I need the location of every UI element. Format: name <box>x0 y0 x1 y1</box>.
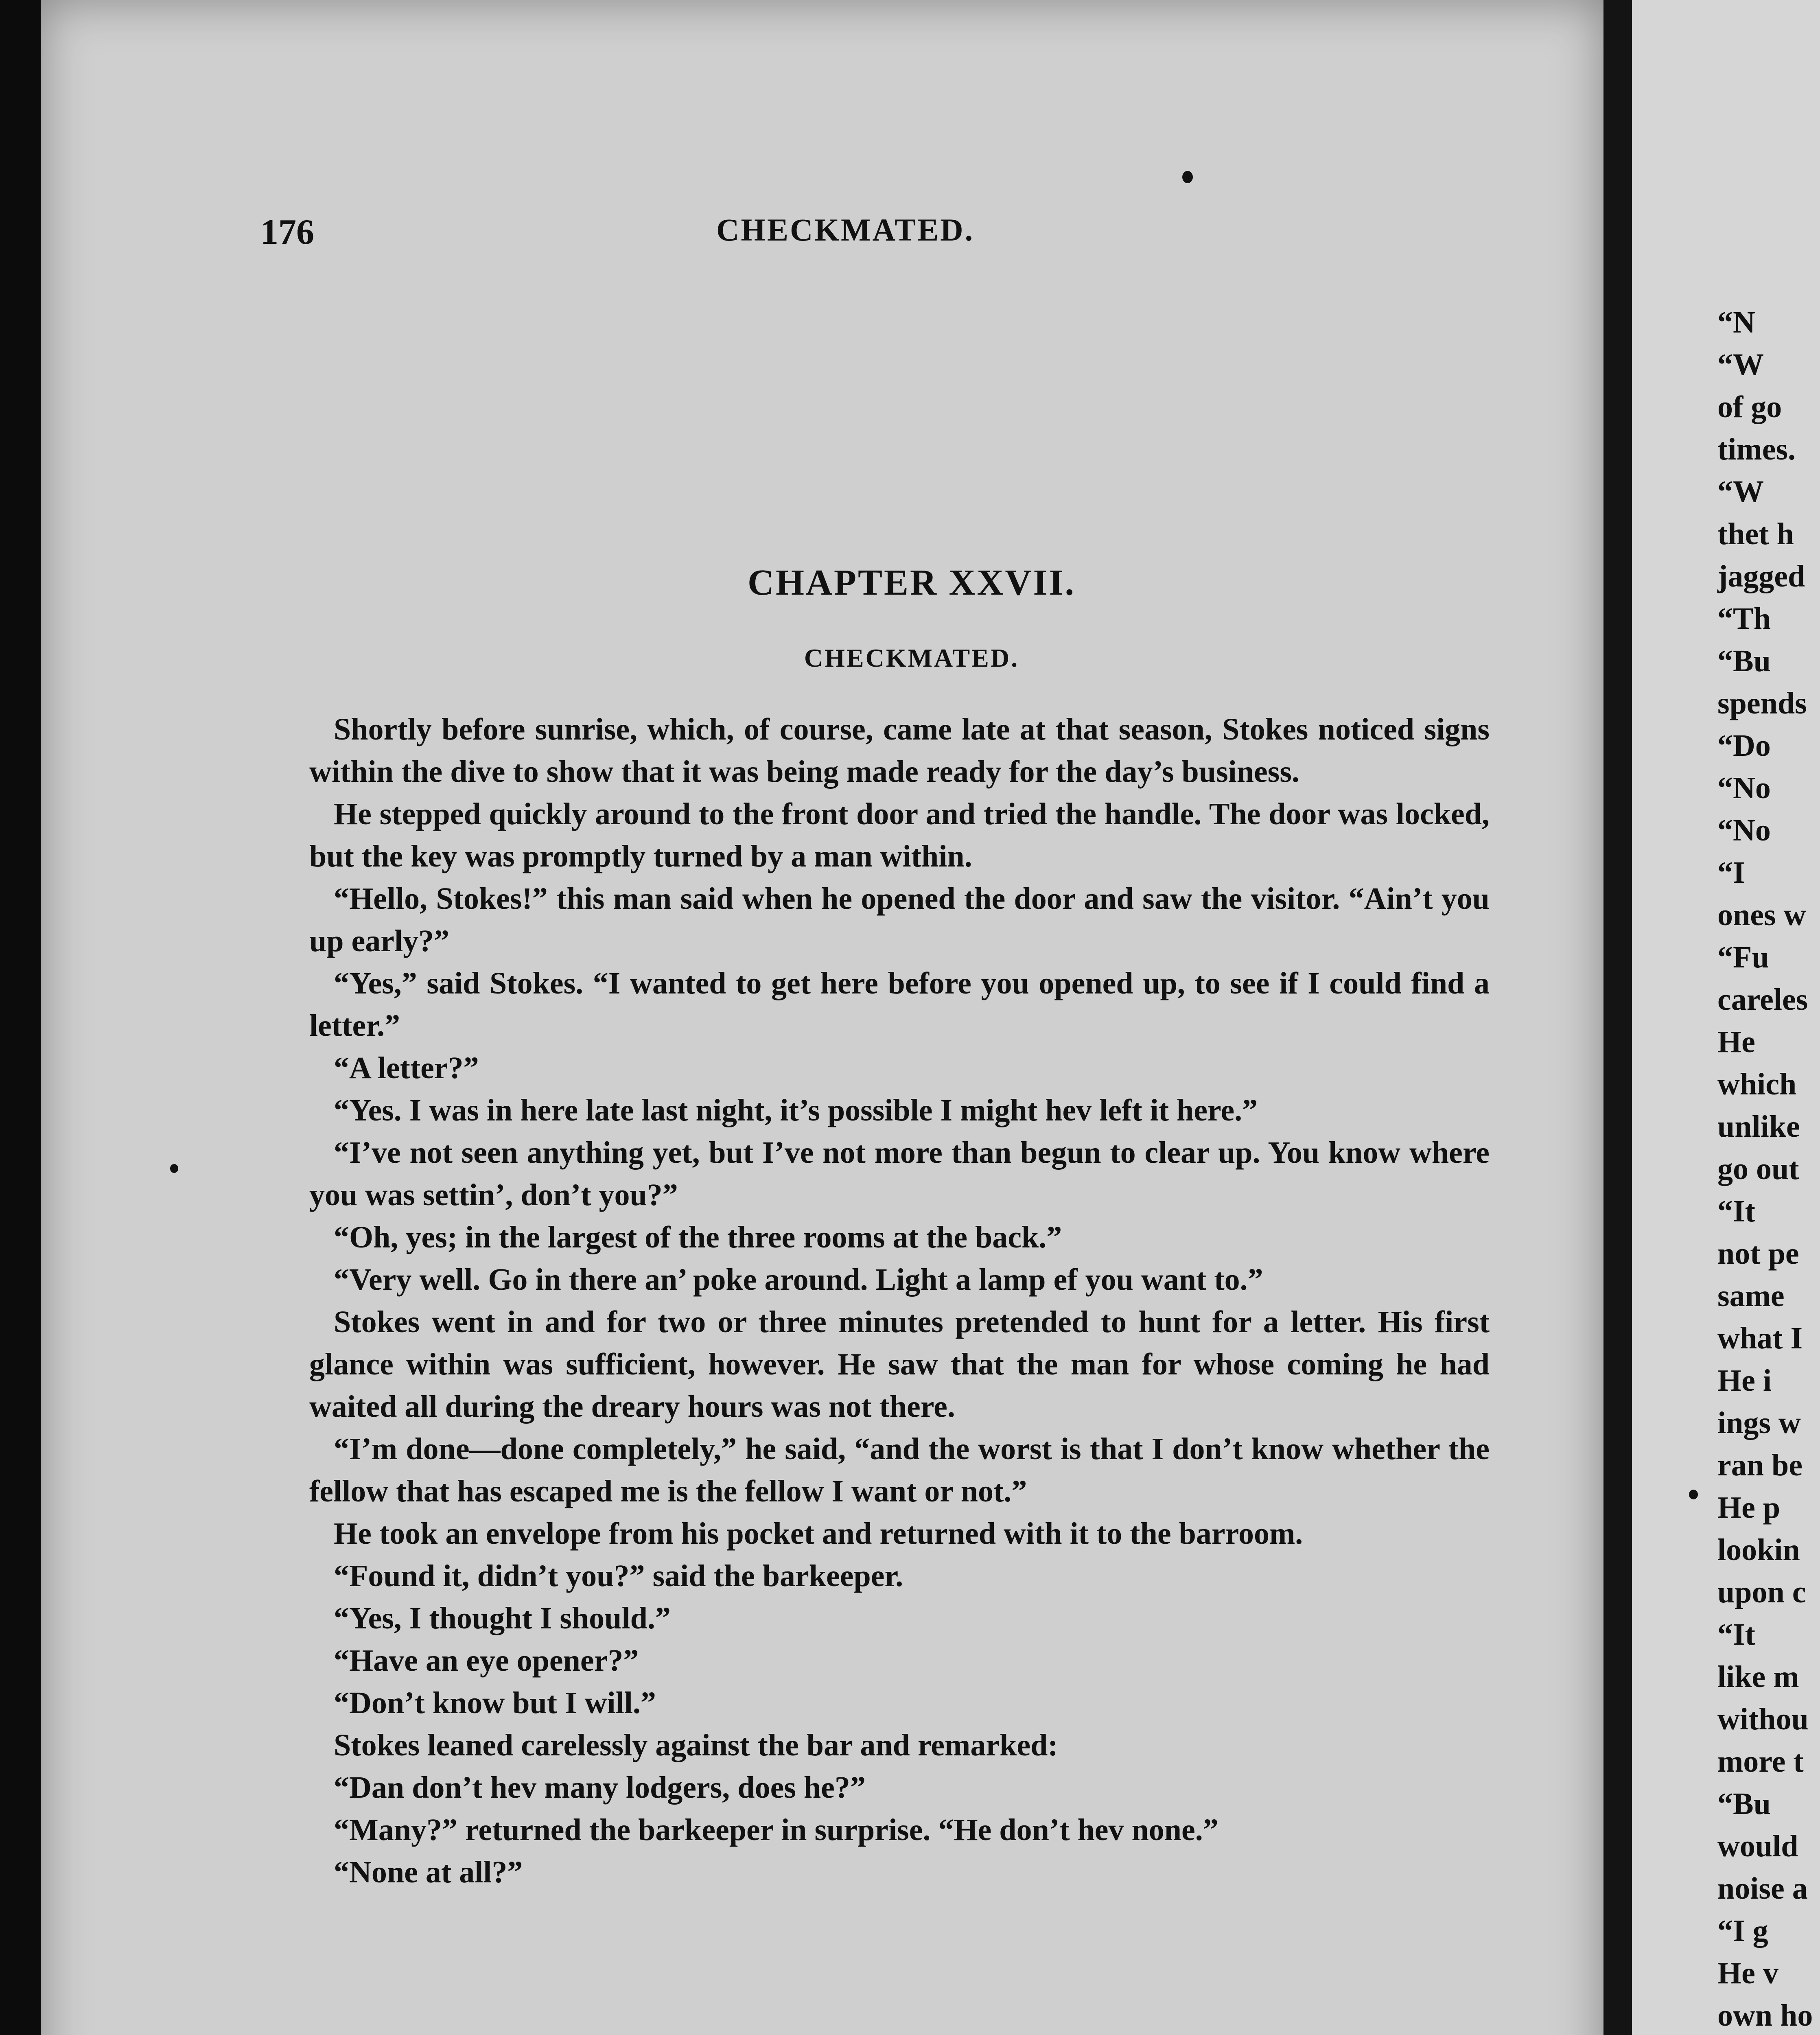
right-page-line: own ho <box>1717 1998 1813 2033</box>
right-page-line: same <box>1717 1279 1785 1313</box>
right-page-line: “No <box>1717 771 1771 805</box>
right-page-line: He p <box>1717 1490 1781 1525</box>
right-page-line: noise a <box>1717 1871 1808 1906</box>
scan-speck <box>170 1164 178 1173</box>
paragraph: “Hello, Stokes!” this man said when he opened the door and saw the visitor. “Ain’t you up early?” <box>309 882 1490 958</box>
right-page-line: ings w <box>1717 1406 1801 1440</box>
right-page-line: “I <box>1717 856 1745 890</box>
right-page-line: careles <box>1717 982 1808 1017</box>
right-page-line: “Th <box>1717 602 1771 636</box>
right-page-line: “No <box>1717 813 1771 847</box>
right-page-line: of go <box>1717 390 1782 424</box>
paragraph: “I’m done—done completely,” he said, “and the worst is that I don’t know whether the fellow that has escaped me is the fellow I want or not.” <box>309 1432 1490 1508</box>
right-page-line: “W <box>1717 348 1764 382</box>
right-page-line: go out <box>1717 1152 1799 1186</box>
right-page-line: spends <box>1717 686 1807 720</box>
right-page-line: thet h <box>1717 517 1794 551</box>
right-page-line: withou <box>1717 1702 1809 1736</box>
right-page-line: “It <box>1717 1194 1755 1228</box>
paragraph: “A letter?” <box>334 1051 479 1085</box>
right-page-line: like m <box>1717 1660 1799 1694</box>
chapter-body <box>309 708 1490 1893</box>
scan-speck <box>1689 1490 1698 1499</box>
right-page-line: what I <box>1717 1321 1803 1355</box>
paragraph: “Yes, I thought I should.” <box>334 1601 671 1635</box>
right-page-line: unlike <box>1717 1109 1800 1144</box>
right-page-line: “Do <box>1717 729 1771 763</box>
right-page <box>1632 0 1820 2035</box>
paragraph: Stokes leaned carelessly against the bar and remarked: <box>334 1728 1058 1762</box>
paragraph: Shortly before sunrise, which, of course, came late at that season, Stokes noticed signs within the dive to show that it was being made ready for the day’s business. <box>309 712 1490 789</box>
right-page-line: not pe <box>1717 1236 1799 1271</box>
running-title: CHECKMATED. <box>716 212 975 247</box>
right-page-line: ones w <box>1717 898 1806 932</box>
right-page-text <box>1717 301 1820 2035</box>
right-page-line: “I g <box>1717 1914 1768 1948</box>
chapter-subtitle: CHECKMATED. <box>804 643 1019 672</box>
paragraph: “Yes,” said Stokes. “I wanted to get here before you opened up, to see if I could find a letter.” <box>309 966 1490 1043</box>
paragraph: “Many?” returned the barkeeper in surprise. “He don’t hev none.” <box>334 1813 1218 1847</box>
page-header <box>260 212 1490 265</box>
right-page-line: “W <box>1717 475 1764 509</box>
right-page-line: which <box>1717 1067 1797 1101</box>
right-page-line: “Bu <box>1717 1787 1771 1821</box>
right-page-line: would <box>1717 1829 1798 1863</box>
right-page-line: times. <box>1717 432 1796 466</box>
right-page-line: “N <box>1717 305 1755 339</box>
right-page-line: ran be <box>1717 1448 1802 1482</box>
right-page-line: “Fu <box>1717 940 1769 974</box>
paragraph: “Oh, yes; in the largest of the three rooms at the back.” <box>334 1220 1062 1254</box>
right-page-line: “It <box>1717 1617 1755 1652</box>
right-page-line: upon c <box>1717 1575 1806 1609</box>
right-page-line: more t <box>1717 1744 1804 1779</box>
paragraph: “Have an eye opener?” <box>334 1643 639 1678</box>
right-page-line: He v <box>1717 1956 1778 1990</box>
right-page-line: lookin <box>1717 1533 1800 1567</box>
paragraph: “Very well. Go in there an’ poke around. Light a lamp ef you want to.” <box>334 1263 1263 1297</box>
page-number: 176 <box>260 212 314 252</box>
paragraph: He stepped quickly around to the front door and tried the handle. The door was locked, but the key was promptly turned by a man within. <box>309 797 1490 873</box>
paragraph: “Dan don’t hev many lodgers, does he?” <box>334 1770 866 1805</box>
scan-left-edge <box>0 0 41 2035</box>
paragraph: Stokes went in and for two or three minutes pretended to hunt for a letter. His first glance within was sufficient, however. He saw that the man for whose coming he had waited all during the dreary hours was not there. <box>309 1305 1490 1424</box>
right-page-line: He <box>1717 1025 1755 1059</box>
page-gutter <box>1603 0 1632 2035</box>
paragraph: “Don’t know but I will.” <box>334 1686 656 1720</box>
chapter-title: CHAPTER XXVII. <box>747 562 1076 603</box>
paragraph: “I’ve not seen anything yet, but I’ve not more than begun to clear up. You know where you was settin’, don’t you?” <box>309 1136 1490 1212</box>
paragraph: He took an envelope from his pocket and returned with it to the barroom. <box>334 1516 1303 1551</box>
scan-speck <box>1182 171 1193 183</box>
right-page-line: “Bu <box>1717 644 1771 678</box>
right-page-line: He i <box>1717 1363 1772 1398</box>
paragraph: “Found it, didn’t you?” said the barkeeper. <box>334 1559 903 1593</box>
paragraph: “None at all?” <box>334 1855 523 1889</box>
right-page-line: jagged <box>1717 559 1805 593</box>
paragraph: “Yes. I was in here late last night, it’s possible I might hev left it here.” <box>334 1093 1258 1127</box>
